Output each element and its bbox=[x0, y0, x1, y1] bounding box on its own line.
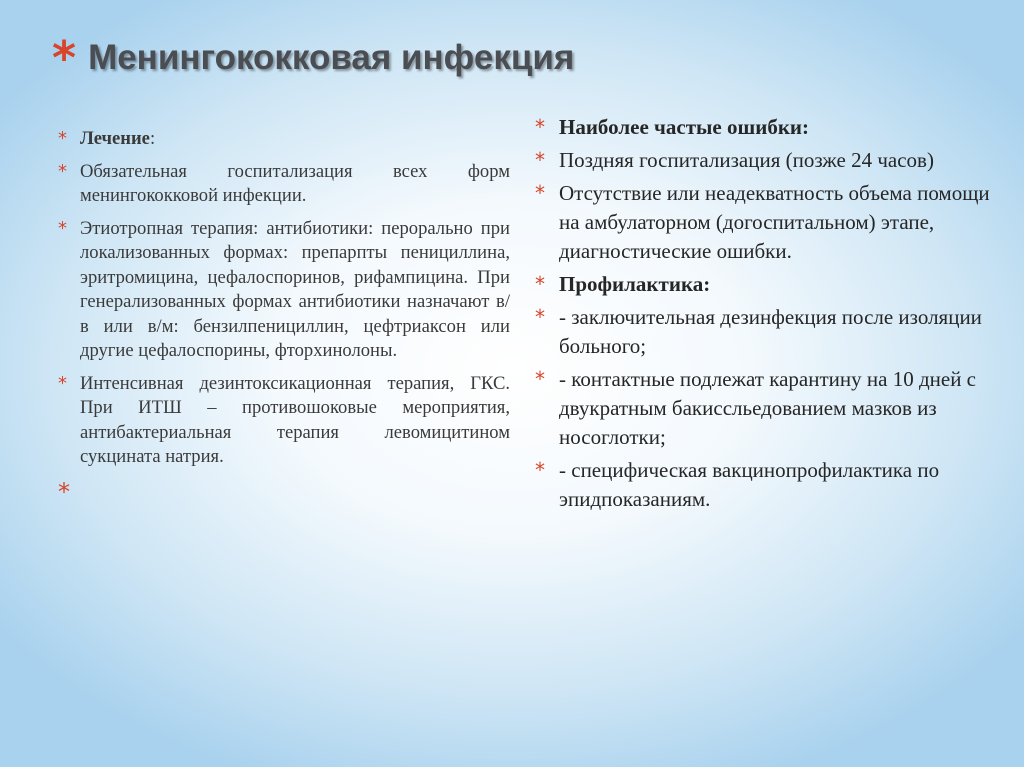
bullet-star-icon: * bbox=[58, 128, 67, 149]
right-item-vaccination bbox=[535, 456, 995, 514]
left-item-hospitalization bbox=[58, 160, 510, 209]
list-item-text: Интенсивная дезинтоксикационная терапия, ГКС. При ИТШ – противошоковые мероприятия, антибактериальная терапия левомицитином сукцината натрия. bbox=[80, 372, 510, 467]
bullet-star-icon: * bbox=[535, 458, 545, 482]
errors-heading: Наиболее частые ошибки: bbox=[559, 115, 810, 139]
right-item-inadequate-care bbox=[535, 179, 995, 266]
right-column bbox=[535, 113, 995, 518]
right-item-errors-heading bbox=[535, 113, 995, 142]
title-bullet-star-icon: * bbox=[52, 31, 77, 85]
list-item-text: - контактные подлежат карантину на 10 дней с двукратным бакиссльедованием мазков из носоглотки; bbox=[559, 367, 977, 449]
bullet-star-icon: * bbox=[535, 148, 545, 172]
bullet-star-icon: * bbox=[535, 367, 545, 391]
list-item-text: Обязательная госпитализация всех форм менингококковой инфекции. bbox=[80, 160, 510, 206]
prevention-heading: Профилактика: bbox=[559, 272, 711, 296]
treatment-heading: Лечение bbox=[80, 128, 150, 149]
bullet-star-icon: * bbox=[58, 372, 67, 394]
right-item-prevention-heading bbox=[535, 270, 995, 299]
left-column bbox=[58, 127, 510, 512]
bullet-star-icon: * bbox=[535, 272, 545, 296]
bullet-star-icon: * bbox=[58, 477, 70, 506]
right-item-disinfection bbox=[535, 303, 995, 361]
slide-title bbox=[52, 30, 992, 86]
list-item-text: - специфическая вакцинопрофилактика по эпидпоказаниям. bbox=[559, 458, 940, 511]
right-item-quarantine bbox=[535, 365, 995, 452]
treatment-heading-colon: : bbox=[149, 128, 156, 149]
list-item-text: Этиотропная терапия: антибиотики: перорально при локализованных формах: препарпты пенициллина, эритромицина, цефалоспоринов, рифампицина. При генерализованных формах антибиотики назначают в/в или в/м: бензилпенициллин, цефтриаксон или другие цефалоспорины, фторхинолоны. bbox=[80, 217, 510, 361]
bullet-star-icon: * bbox=[535, 305, 545, 329]
list-item-text: - заключительная дезинфекция после изоляции больного; bbox=[559, 305, 982, 358]
bullet-star-icon: * bbox=[535, 181, 545, 205]
list-item-text: Отсутствие или неадекватность объема помощи на амбулаторном (догоспитальном) этапе, диагностические ошибки. bbox=[559, 181, 990, 263]
left-item-etiotropic-therapy bbox=[58, 217, 510, 364]
list-item-text: Поздняя госпитализация (позже 24 часов) bbox=[559, 148, 934, 172]
bullet-star-icon: * bbox=[58, 160, 67, 182]
bullet-star-icon: * bbox=[535, 115, 545, 139]
left-item-empty bbox=[58, 478, 510, 504]
title-text: Менингококковая инфекция bbox=[88, 38, 575, 77]
left-item-treatment-heading bbox=[58, 127, 510, 152]
bullet-star-icon: * bbox=[58, 217, 67, 239]
left-item-intensive-therapy bbox=[58, 372, 510, 470]
right-item-late-hospitalization bbox=[535, 146, 995, 175]
